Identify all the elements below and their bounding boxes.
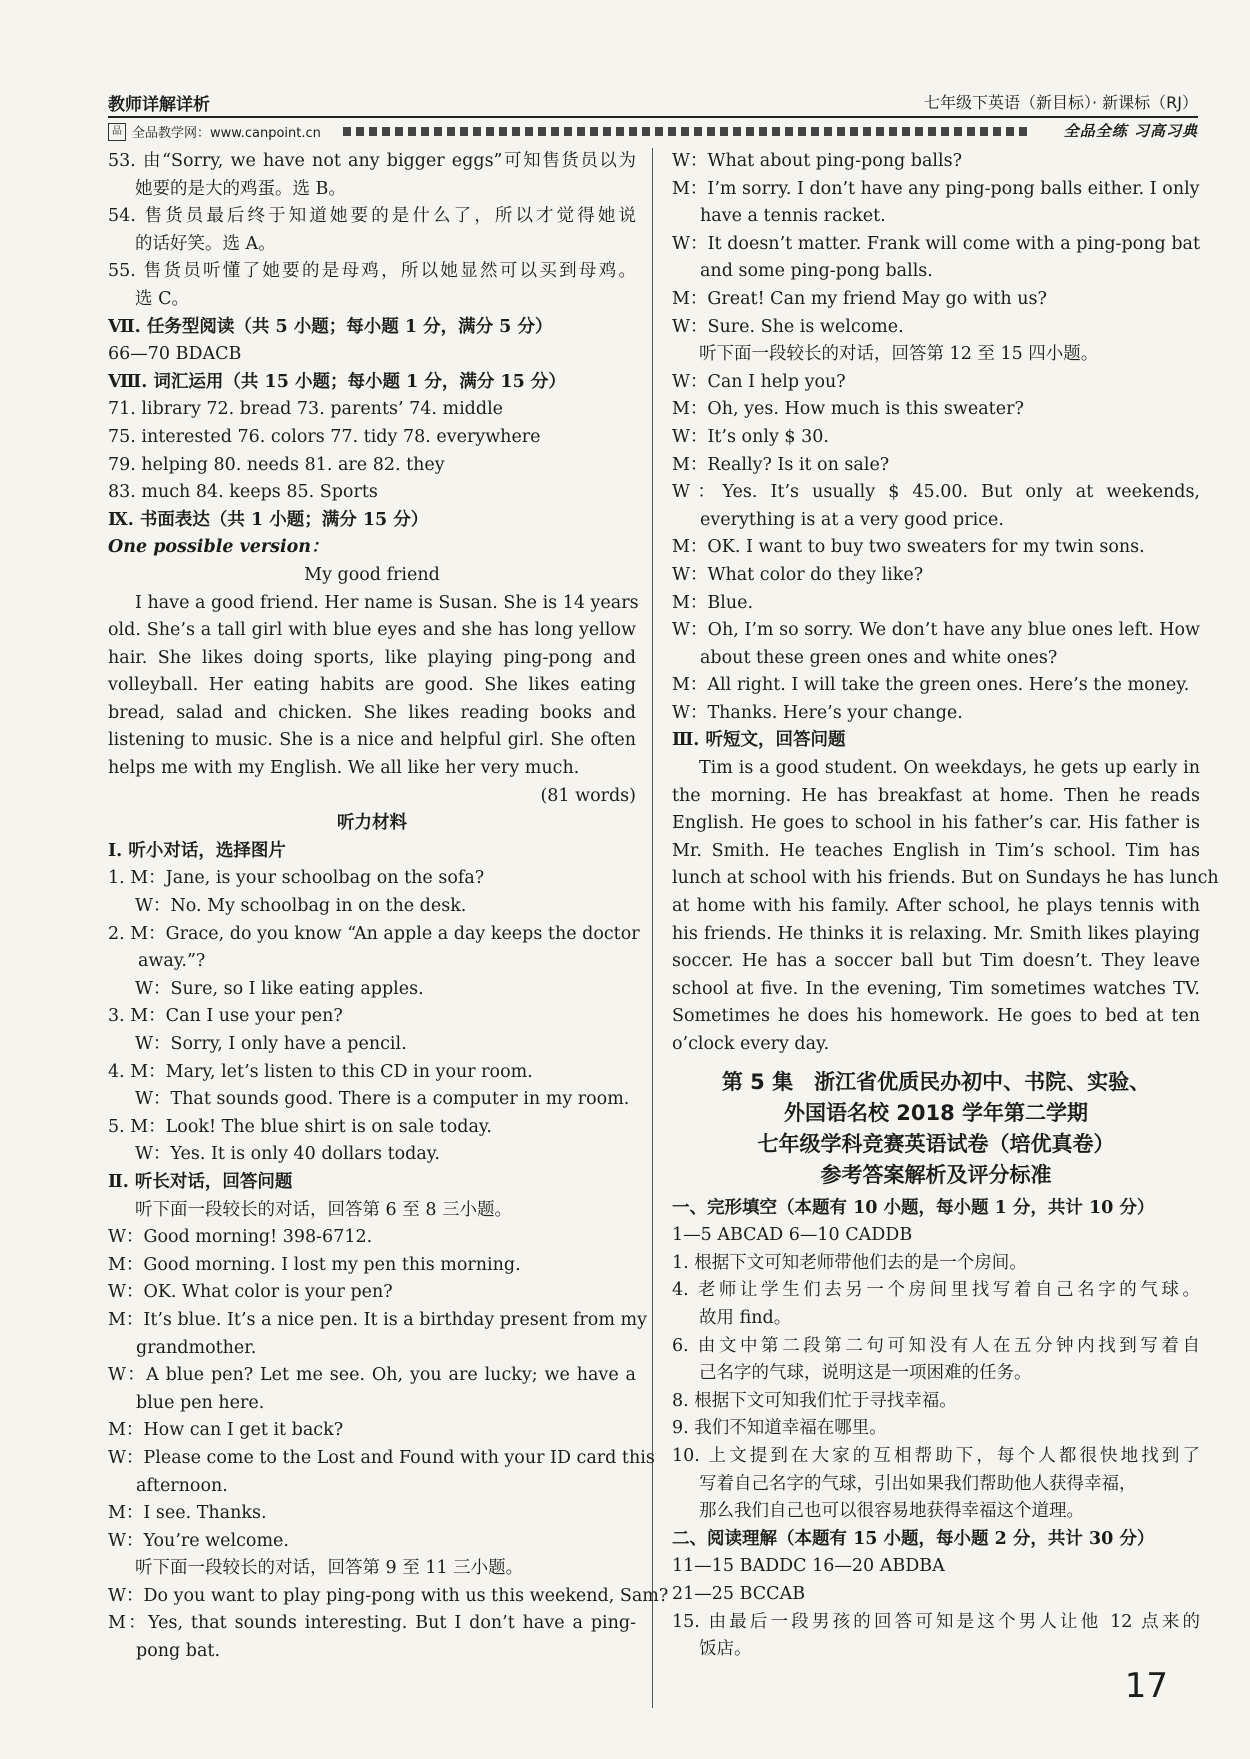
text-line: blue pen here. — [136, 1392, 265, 1413]
text-line: 2. M：Grace, do you know “An apple a day keeps the doctor — [108, 923, 640, 944]
text-line: Ⅷ. 词汇运用（共 15 小题；每小题 1 分，满分 15 分） — [108, 371, 566, 392]
right-column-answers — [672, 1195, 1200, 1664]
column-divider — [652, 148, 653, 1708]
text-line: 6. 由文中第二段第二句可知没有人在五分钟内找到写着自 — [672, 1335, 1200, 1356]
text-line: M：I’m sorry. I don’t have any ping-pong balls either. I only — [672, 178, 1200, 199]
text-line: W：Good morning! 398-6712. — [108, 1227, 373, 1248]
text-line: 5. M：Look! The blue shirt is on sale today. — [108, 1116, 493, 1137]
left-column — [108, 148, 669, 1666]
section-title-line: 七年级学科竞赛英语试卷（培优真卷） — [757, 1131, 1115, 1156]
text-line: M：Really? Is it on sale? — [672, 454, 890, 475]
text-line: 听下面一段较长的对话，回答第 12 至 15 四小题。 — [699, 344, 1099, 365]
logo-icon: 品 — [108, 123, 126, 141]
text-line: 饭店。 — [699, 1639, 752, 1660]
text-line: at home with his family. After school, he plays tennis with — [672, 896, 1200, 917]
text-line: (81 words) — [540, 785, 636, 806]
text-line: Mr. Smith. He teaches English in Tim’s school. Tim has — [672, 840, 1200, 861]
text-line: old. She’s a tall girl with blue eyes and she has long yellow — [108, 620, 636, 641]
text-line: 那么我们自己也可以很容易地获得幸福这个道理。 — [699, 1501, 1084, 1522]
text-line: Sometimes he does his homework. He goes to bed at ten — [672, 1006, 1200, 1027]
text-line: 71. library 72. bread 73. parents’ 74. middle — [108, 399, 504, 420]
text-line: 10. 上文提到在大家的互相帮助下，每个人都很快地找到了 — [672, 1445, 1200, 1466]
text-line: afternoon. — [136, 1475, 228, 1496]
text-line: 听下面一段较长的对话，回答第 6 至 8 三小题。 — [135, 1199, 513, 1220]
text-line: W：Oh, I’m so sorry. We don’t have any blue ones left. How — [672, 620, 1200, 641]
header-brand: 全品全练 习高习典 — [1063, 122, 1198, 140]
text-line: 11—15 BADDC 16—20 ABDBA — [672, 1556, 945, 1577]
text-line: volleyball. Her eating habits are good. She likes eating — [108, 675, 636, 696]
text-line: have a tennis racket. — [700, 206, 886, 227]
section-title-line: 第 5 集 浙江省优质民办初中、书院、实验、 — [721, 1069, 1151, 1094]
text-line: 听下面一段较长的对话，回答第 9 至 11 三小题。 — [135, 1558, 524, 1579]
section-title-block — [672, 1067, 1200, 1191]
text-line: 8. 根据下文可知我们忙于寻找幸福。 — [672, 1390, 957, 1411]
text-line: everything is at a very good price. — [700, 509, 1004, 530]
text-line: W：What about ping-pong balls? — [672, 151, 962, 171]
text-line: W：Do you want to play ping-pong with us this weekend, Sam? — [108, 1585, 669, 1606]
text-line: W：Sure. She is welcome. — [672, 316, 904, 337]
text-line: grandmother. — [136, 1337, 257, 1358]
text-line: o’clock every day. — [672, 1034, 830, 1054]
text-line: W：A blue pen? Let me see. Oh, you are lucky; we have a — [108, 1365, 636, 1386]
header-subject: 七年级下英语（新目标）· 新课标（RJ） — [923, 93, 1198, 112]
text-line: M：I see. Thanks. — [108, 1503, 267, 1524]
text-line: M：Oh, yes. How much is this sweater? — [672, 399, 1024, 420]
text-line: 的话好笑。选 A。 — [135, 233, 276, 254]
text-line: 一、完形填空（本题有 10 小题，每小题 1 分，共计 10 分） — [672, 1197, 1155, 1218]
header-website — [108, 122, 321, 141]
text-line: Ⅰ. 听小对话，选择图片 — [108, 840, 286, 861]
text-line: 1. 根据下文可知老师带他们去的是一个房间。 — [672, 1252, 1027, 1273]
text-line: W：That sounds good. There is a computer in my room. — [135, 1089, 630, 1110]
text-line: M：Yes, that sounds interesting. But I don’t have a ping- — [108, 1613, 636, 1634]
section-title-line: 外国语名校 2018 学年第二学期 — [783, 1100, 1089, 1125]
text-line: 选 C。 — [135, 288, 189, 309]
text-line: Ⅸ. 书面表达（共 1 小题；满分 15 分） — [108, 509, 429, 530]
text-line: 15. 由最后一段男孩的回答可知是这个男人让他 12 点来的 — [672, 1611, 1200, 1632]
page-number: 17 — [1124, 1666, 1168, 1706]
text-line: W：Can I help you? — [672, 371, 846, 392]
text-line: Tim is a good student. On weekdays, he gets up early in — [699, 758, 1200, 779]
text-line: 9. 我们不知道幸福在哪里。 — [672, 1418, 887, 1439]
text-line: W：Sorry, I only have a pencil. — [135, 1034, 407, 1054]
text-line: 54. 售货员最后终于知道她要的是什么了，所以才觉得她说 — [108, 206, 636, 227]
header-book-title: 教师详解详析 — [108, 95, 210, 115]
text-line: the morning. He has breakfast at home. Then he reads — [672, 785, 1200, 806]
text-line: 听力材料 — [337, 813, 407, 834]
text-line: lunch at school with his friends. But on Sundays he has lunch — [672, 868, 1219, 889]
text-line: about these green ones and white ones? — [700, 647, 1058, 668]
text-line: W：Thanks. Here’s your change. — [672, 702, 963, 723]
page-header — [108, 82, 1198, 142]
text-line: 1. M：Jane, is your schoolbag on the sofa? — [108, 868, 485, 889]
right-column-dialogue — [672, 148, 1219, 1059]
text-line: 83. much 84. keeps 85. Sports — [108, 482, 378, 503]
text-line: W：Yes. It’s usually $ 45.00. But only at weekends, — [672, 482, 1200, 503]
text-line: Ⅱ. 听长对话，回答问题 — [108, 1171, 293, 1192]
text-line: One possible version： — [108, 537, 329, 558]
text-line: W：You’re welcome. — [108, 1530, 289, 1551]
text-line: W：No. My schoolbag in on the desk. — [135, 896, 467, 917]
text-line: 53. 由“Sorry, we have not any bigger eggs”可知售货员以为 — [108, 151, 636, 171]
text-line: away.”? — [138, 951, 206, 972]
text-line: 写着自己名字的气球，引出如果我们帮助他人获得幸福， — [699, 1473, 1137, 1494]
text-line: 4. M：Mary, let’s listen to this CD in your room. — [108, 1061, 533, 1082]
text-line: 79. helping 80. needs 81. are 82. they — [108, 454, 445, 475]
text-line: 75. interested 76. colors 77. tidy 78. everywhere — [108, 426, 541, 447]
text-line: 55. 售货员听懂了她要的是母鸡，所以她显然可以买到母鸡。 — [108, 261, 636, 282]
text-line: M：Blue. — [672, 592, 754, 613]
text-line: and some ping-pong balls. — [700, 261, 933, 282]
text-line: 4. 老师让学生们去另一个房间里找写着自己名字的气球。 — [672, 1280, 1200, 1301]
text-line: W：Yes. It is only 40 dollars today. — [135, 1144, 440, 1165]
text-line: 二、阅读理解（本题有 15 小题，每小题 2 分，共计 30 分） — [672, 1528, 1155, 1549]
section-title-line: 参考答案解析及评分标准 — [820, 1162, 1052, 1187]
text-line: 她要的是大的鸡蛋。选 B。 — [135, 178, 346, 199]
text-line: W：It doesn’t matter. Frank will come with a ping-pong bat — [672, 233, 1200, 254]
text-line: W：OK. What color is your pen? — [108, 1282, 393, 1303]
text-line: listening to music. She is a nice and helpful girl. She often — [108, 730, 636, 751]
text-line: his friends. He thinks it is relaxing. Mr. Smith likes playing — [672, 923, 1200, 944]
text-line: helps me with my English. We all like her very much. — [108, 758, 580, 779]
text-line: M：Good morning. I lost my pen this morning. — [108, 1254, 521, 1275]
text-line: English. He goes to school in his father’s car. His father is — [672, 813, 1200, 834]
text-line: Ⅲ. 听短文，回答问题 — [672, 730, 846, 751]
text-line: 3. M：Can I use your pen? — [108, 1006, 343, 1027]
text-line: I have a good friend. Her name is Susan. She is 14 years — [135, 592, 639, 613]
text-line: M：All right. I will take the green ones. Here’s the money. — [672, 675, 1190, 696]
right-column — [672, 148, 1219, 1664]
text-line: 1—5 ABCAD 6—10 CADDB — [672, 1225, 913, 1246]
text-line: soccer. He has a soccer ball but Tim doesn’t. They leave — [672, 951, 1200, 972]
text-line: W：Sure, so I like eating apples. — [135, 978, 424, 999]
text-line: M：It’s blue. It’s a nice pen. It is a birthday present from my — [108, 1309, 647, 1330]
text-line: school at five. In the evening, Tim sometimes watches TV. — [672, 978, 1200, 999]
text-line: bread, salad and chicken. She likes reading books and — [108, 702, 636, 723]
text-line: M：OK. I want to buy two sweaters for my twin sons. — [672, 537, 1145, 558]
text-line: 己名字的气球，说明这是一项困难的任务。 — [699, 1363, 1032, 1384]
text-line: Ⅶ. 任务型阅读（共 5 小题；每小题 1 分，满分 5 分） — [108, 316, 553, 337]
text-line: 66—70 BDACB — [108, 344, 242, 365]
text-line: hair. She likes doing sports, like playing ping-pong and — [108, 647, 636, 668]
text-line: 21—25 BCCAB — [672, 1583, 806, 1604]
text-line: M：How can I get it back? — [108, 1420, 344, 1441]
text-line: W：Please come to the Lost and Found with your ID card this — [108, 1447, 655, 1468]
text-line: My good friend — [304, 564, 440, 585]
text-line: W：What color do they like? — [672, 564, 924, 585]
header-stripes — [343, 127, 1028, 136]
header-rule — [108, 116, 1198, 118]
text-line: 故用 find。 — [699, 1307, 792, 1328]
text-line: M：Great! Can my friend May go with us? — [672, 288, 1047, 309]
text-line: pong bat. — [136, 1641, 221, 1662]
header-website-text: 全品教学网：www.canpoint.cn — [132, 126, 321, 141]
text-line: W：It’s only $ 30. — [672, 426, 829, 447]
